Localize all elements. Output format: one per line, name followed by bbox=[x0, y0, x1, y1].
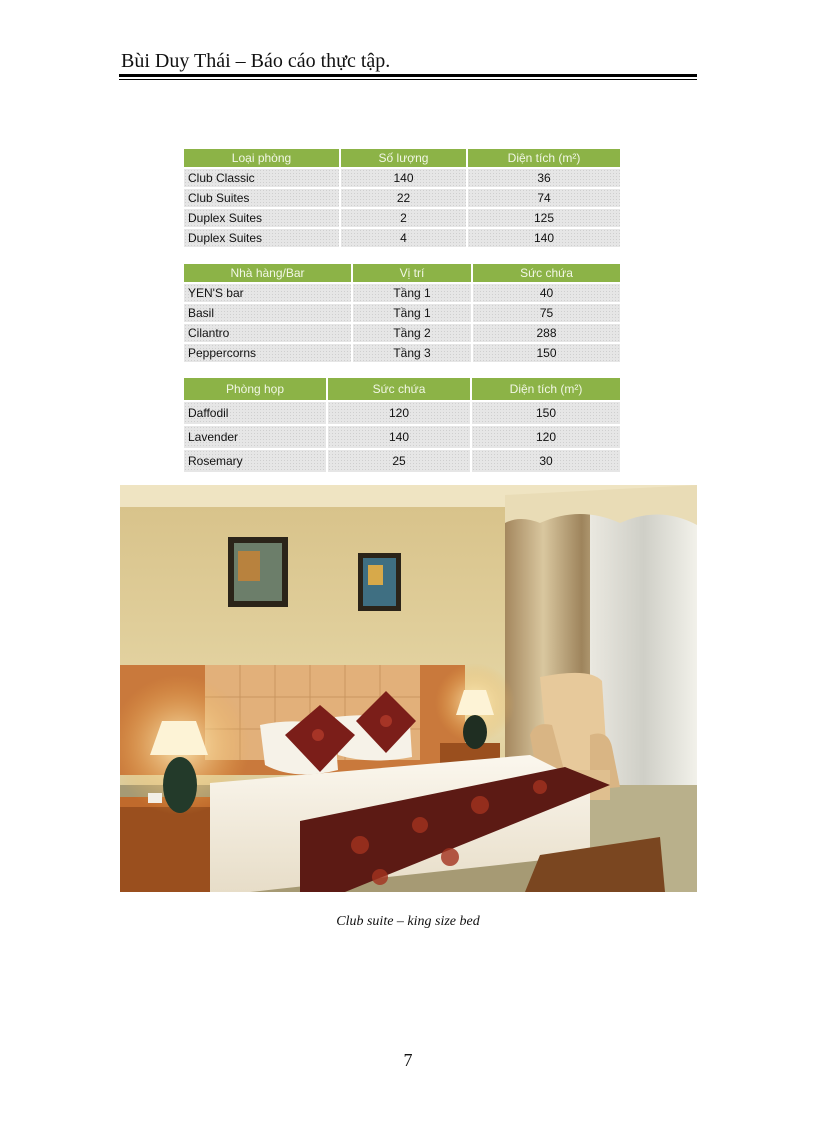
table-cell: Tầng 2 bbox=[353, 324, 471, 342]
table-row bbox=[184, 324, 620, 342]
table-header-cell: Diện tích (m²) bbox=[468, 149, 620, 167]
table-row bbox=[184, 169, 620, 187]
table-row bbox=[184, 426, 620, 448]
document-header-title: Bùi Duy Thái – Báo cáo thực tập. bbox=[121, 50, 391, 72]
table-cell: 74 bbox=[468, 189, 620, 207]
table-cell: Lavender bbox=[184, 426, 326, 448]
table-cell: 150 bbox=[472, 402, 620, 424]
table-cell: 140 bbox=[468, 229, 620, 247]
table-cell: 140 bbox=[341, 169, 466, 187]
table-header-cell: Diện tích (m²) bbox=[472, 378, 620, 400]
table-cell: Club Suites bbox=[184, 189, 339, 207]
table-header-cell: Nhà hàng/Bar bbox=[184, 264, 351, 282]
table-header-cell: Loại phòng bbox=[184, 149, 339, 167]
restaurants-table bbox=[182, 262, 622, 364]
table-cell: Daffodil bbox=[184, 402, 326, 424]
table-cell: Rosemary bbox=[184, 450, 326, 472]
table-cell: 75 bbox=[473, 304, 620, 322]
page-number: 7 bbox=[403, 1050, 413, 1070]
table-cell: 288 bbox=[473, 324, 620, 342]
table-row bbox=[184, 402, 620, 424]
table-row bbox=[184, 304, 620, 322]
table-header-cell: Số lượng bbox=[341, 149, 466, 167]
table-header-row bbox=[184, 264, 620, 282]
table-header-cell: Sức chứa bbox=[473, 264, 620, 282]
table-cell: 140 bbox=[328, 426, 470, 448]
table-cell: Tầng 1 bbox=[353, 304, 471, 322]
table-header-row bbox=[184, 149, 620, 167]
table-cell: Cilantro bbox=[184, 324, 351, 342]
table-cell: 36 bbox=[468, 169, 620, 187]
room-types-table bbox=[182, 147, 622, 249]
table-header-cell: Phòng họp bbox=[184, 378, 326, 400]
table-cell: Tầng 1 bbox=[353, 284, 471, 302]
hotel-room-photo bbox=[120, 485, 697, 892]
table-cell: 22 bbox=[341, 189, 466, 207]
table-cell: 30 bbox=[472, 450, 620, 472]
table-cell: Peppercorns bbox=[184, 344, 351, 362]
table-cell: Duplex Suites bbox=[184, 209, 339, 227]
table-cell: Tầng 3 bbox=[353, 344, 471, 362]
table-row bbox=[184, 344, 620, 362]
table-cell: 40 bbox=[473, 284, 620, 302]
table-row bbox=[184, 284, 620, 302]
table-header-cell: Vị trí bbox=[353, 264, 471, 282]
table-cell: Duplex Suites bbox=[184, 229, 339, 247]
table-cell: 150 bbox=[473, 344, 620, 362]
table-cell: 120 bbox=[328, 402, 470, 424]
table-cell: Club Classic bbox=[184, 169, 339, 187]
table-header-cell: Sức chứa bbox=[328, 378, 470, 400]
header-rule-thin bbox=[119, 79, 697, 80]
table-header-row bbox=[184, 378, 620, 400]
table-cell: 120 bbox=[472, 426, 620, 448]
table-row bbox=[184, 189, 620, 207]
table-cell: 25 bbox=[328, 450, 470, 472]
table-cell: Basil bbox=[184, 304, 351, 322]
table-cell: YEN'S bar bbox=[184, 284, 351, 302]
table-row bbox=[184, 450, 620, 472]
table-cell: 4 bbox=[341, 229, 466, 247]
photo-caption: Club suite – king size bed bbox=[336, 914, 480, 929]
table-cell: 125 bbox=[468, 209, 620, 227]
table-row bbox=[184, 209, 620, 227]
table-row bbox=[184, 229, 620, 247]
header-rule bbox=[119, 74, 697, 77]
table-cell: 2 bbox=[341, 209, 466, 227]
meeting-rooms-table bbox=[182, 376, 622, 474]
